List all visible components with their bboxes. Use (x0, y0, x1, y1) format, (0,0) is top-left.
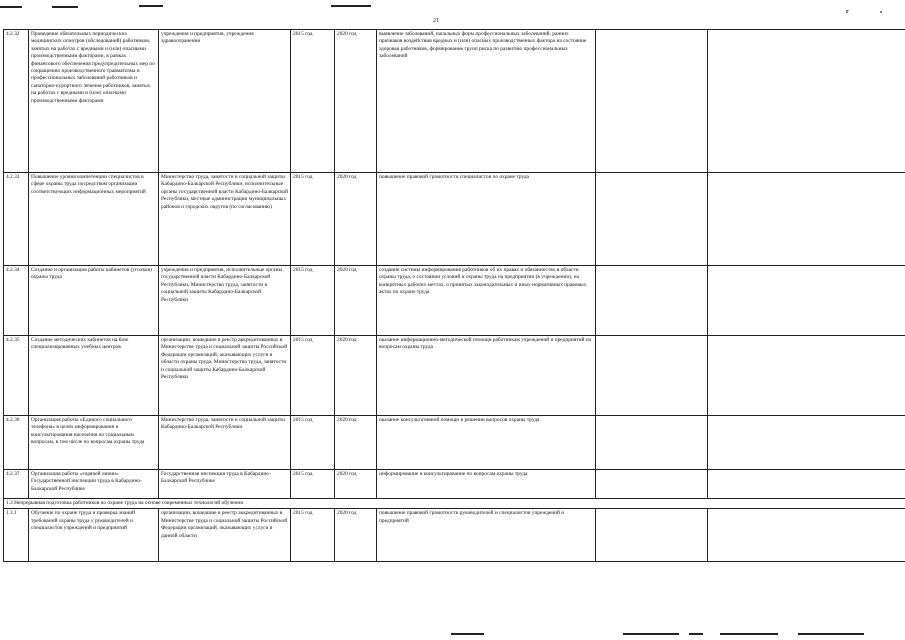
measure-cell: Обучение по охране труда и проверка знаний требований охраны труда у руководителей и специалистов учреждений и предприятий (29, 509, 159, 562)
indicator-value-cell (708, 266, 905, 336)
result-cell: информирование и консультирование по вопросам охраны труда (377, 470, 596, 499)
table-row (4, 336, 905, 416)
table-row (4, 416, 905, 470)
table-row (4, 30, 905, 173)
executor-cell: организации, вошедшие в реестр аккредитованных в Министерстве труда и социальной защиты Российской Федерации организаций, оказывающих услуги в данной области (159, 509, 291, 562)
row-number-cell: 4.2.35 (4, 336, 29, 416)
page-number: 21 (433, 18, 439, 24)
section-row (4, 499, 905, 509)
measure-cell: Организация работы «Единого социального телефона» в целях информирования и консультирования населения по социальным вопросам, в том числе по вопросам охраны труда (29, 416, 159, 470)
row-number-cell: 4.2.36 (4, 416, 29, 470)
start-year-cell: 2015 год (291, 173, 335, 266)
indicator-value-cell (708, 173, 905, 266)
corner-mark-2: • (880, 10, 883, 16)
start-year-cell: 2015 год (291, 30, 335, 173)
end-year-cell: 2020 год (335, 470, 377, 499)
table-body (4, 30, 905, 562)
measure-cell: Создание и организация работы кабинетов (уголков) охраны труда (29, 266, 159, 336)
row-number-cell: 1.3.1 (4, 509, 29, 562)
end-year-cell: 2020 год (335, 336, 377, 416)
table-row (4, 266, 905, 336)
scan-mark-top-4 (331, 5, 371, 7)
indicator-value-cell (708, 509, 905, 562)
indicator-value-cell (708, 336, 905, 416)
indicator-cell (596, 416, 708, 470)
result-cell: создание системы информирования работников об их правах и обязанностях в области охраны труда, о состоянии условий и охраны труда на предприятии (в учреждении), на конкретных рабочих местах, о принятых законодательных и иных нормативных правовых актах по охране труда (377, 266, 596, 336)
measure-cell: Организация работы «горячей линии» Государственной инспекции труда в Кабардино-Балкарской Республике (29, 470, 159, 499)
table-row (4, 173, 905, 266)
measure-cell: Повышение уровня компетенции специалистов в сфере охраны труда посредством организации соответствующих информационных мероприятий (29, 173, 159, 266)
end-year-cell: 2020 год (335, 266, 377, 336)
result-cell: оказание консультативной помощи в решении вопросов охраны труда (377, 416, 596, 470)
indicator-value-cell (708, 416, 905, 470)
start-year-cell: 2015 год (291, 470, 335, 499)
result-cell: повышение правовой грамотности специалистов по охране труда (377, 173, 596, 266)
end-year-cell: 2020 год (335, 30, 377, 173)
row-number-cell: 4.2.32 (4, 30, 29, 173)
executor-cell: организации, вошедшие в реестр аккредитованных в Министерстве труда и социальной защиты Российской Федерации организаций, оказывающих услуги в области охраны труда, Министерство труда, занятости и социальной защиты Кабардино-Балкарской Республики (159, 336, 291, 416)
end-year-cell: 2020 год (335, 416, 377, 470)
measure-cell: Создание методических кабинетов на базе специализированных учебных центров (29, 336, 159, 416)
scan-mark-top-2 (52, 6, 78, 8)
executor-cell: учреждения и предприятия, учреждения здравоохранения (159, 30, 291, 173)
corner-mark-1: r (846, 9, 849, 15)
start-year-cell: 2015 год (291, 266, 335, 336)
measure-cell: Проведение обязательных периодических медицинских осмотров (обследований) работников, занятых на работах с вредными и (или) опасными производственными факторами, в рамках финансового обеспечения предупредительных мер по сокращению производственного травматизма и профессиональных заболеваний работников и санаторно-курортного лечения работников, занятых на работах с вредными и (или) опасными производственными факторами (29, 30, 159, 173)
indicator-cell (596, 509, 708, 562)
result-cell: выявление заболеваний, начальных форм профессиональных заболеваний, ранних признаков воздействия вредных и (или) опасных производственных фактора на состояние здоровья работников, формирование групп риска по развитию профессиональных заболеваний (377, 30, 596, 173)
indicator-value-cell (708, 30, 905, 173)
indicator-cell (596, 336, 708, 416)
table-row (4, 470, 905, 499)
indicator-value-cell (708, 470, 905, 499)
executor-cell: Государственная инспекция труда в Кабардино-Балкарской Республике (159, 470, 291, 499)
scan-mark-bottom-5 (798, 633, 864, 635)
section-heading: 1.3 Непрерывная подготовка работников по охране труда на основе современных технологий обучения (4, 499, 905, 509)
executor-cell: учреждения и предприятия, исполнительные органы государственной власти Кабардино-Балкарской Республики, Министерство труда, занятости и социальной защиты Кабардино-Балкарской Республики (159, 266, 291, 336)
indicator-cell (596, 266, 708, 336)
start-year-cell: 2015 год (291, 509, 335, 562)
scan-mark-top-3 (139, 5, 163, 7)
indicator-cell (596, 30, 708, 173)
row-number-cell: 4.2.34 (4, 266, 29, 336)
end-year-cell: 2020 год (335, 509, 377, 562)
executor-cell: Министерство труда, занятости и социальной защиты Кабардино-Балкарской Республики (159, 416, 291, 470)
scan-mark-bottom-3 (689, 633, 703, 635)
scan-mark-bottom-4 (720, 633, 778, 635)
end-year-cell: 2020 год (335, 173, 377, 266)
measures-table (3, 29, 905, 562)
indicator-cell (596, 173, 708, 266)
table-row (4, 509, 905, 562)
scan-mark-bottom-1 (451, 633, 484, 635)
indicator-cell (596, 470, 708, 499)
row-number-cell: 4.2.33 (4, 173, 29, 266)
start-year-cell: 2015 год (291, 416, 335, 470)
executor-cell: Министерство труда, занятости и социальной защиты Кабардино-Балкарской Республики, исполнительные органы государственной власти Кабардино-Балкарской Республики, местные администрации муниципальных районов и городских округов (по согласованию) (159, 173, 291, 266)
result-cell: повышение правовой грамотности руководителей и специалистов учреждений и предприятий (377, 509, 596, 562)
scan-mark-bottom-2 (623, 633, 679, 635)
start-year-cell: 2015 год (291, 336, 335, 416)
row-number-cell: 4.2.37 (4, 470, 29, 499)
scan-mark-top-1 (0, 6, 22, 8)
result-cell: оказание информационно-методической помощи работникам учреждений и предприятий по вопросам охраны труда (377, 336, 596, 416)
